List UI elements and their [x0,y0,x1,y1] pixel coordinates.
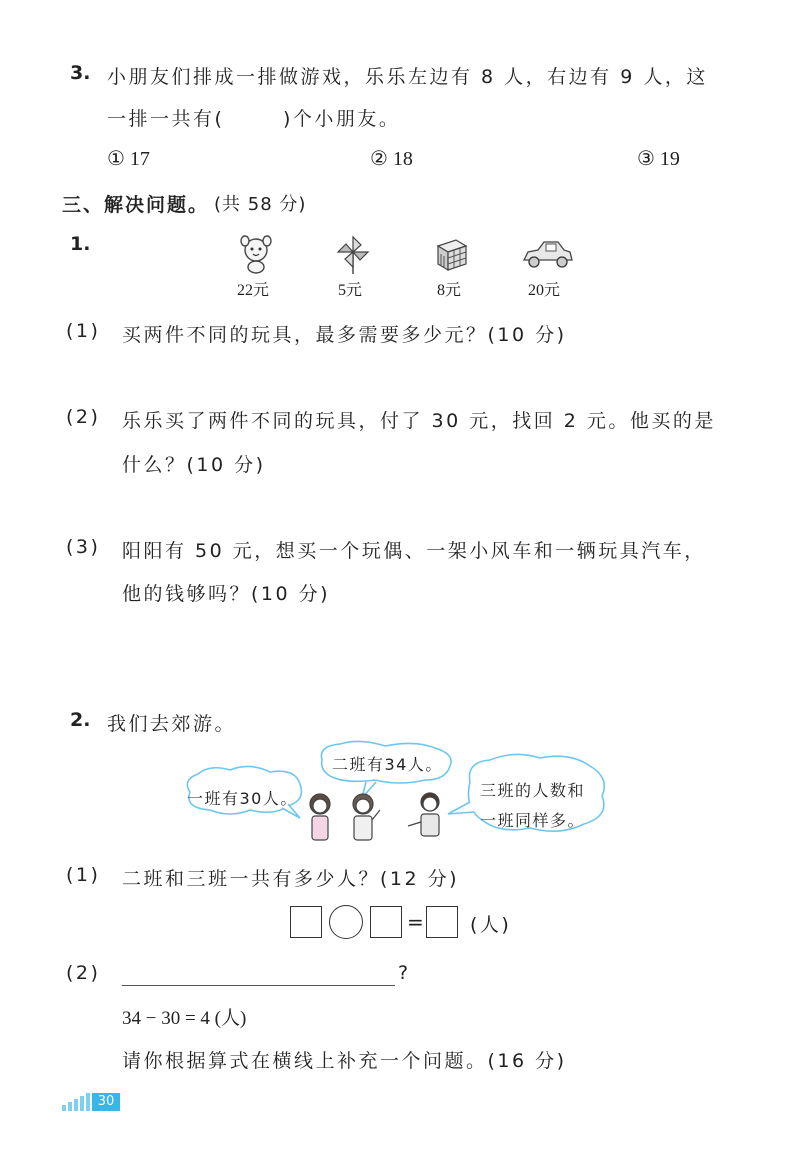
footer-bar-2 [68,1102,72,1111]
footer-bar-5 [86,1093,90,1111]
rubik-cube-icon [434,236,470,272]
q3-option-1: ① 17 [107,148,150,170]
page-number: 30 [92,1093,120,1111]
q3-number: 3. [70,62,91,84]
toy-car-icon [520,238,574,270]
p1-sub1-text: 买两件不同的玩具，最多需要多少元？(10 分) [122,324,567,346]
p1-number: 1. [70,233,91,255]
p2-sub1-text: 二班和三班一共有多少人？(12 分) [122,868,460,890]
unit-label: (人) [470,914,512,936]
footer-bar-3 [74,1099,78,1111]
p1-sub3-line1: 阳阳有 50 元，想买一个玩偶、一架小风车和一辆玩具汽车， [122,540,706,562]
operator-circle[interactable] [329,905,363,939]
price-doll: 22元 [237,282,270,299]
footer-bar-4 [80,1096,84,1111]
bubble-class1: 一班有30人。 [187,789,298,808]
bubble-class3-line2: 一班同样多。 [480,811,586,830]
answer-line[interactable] [122,985,395,986]
q3-option-3: ③ 19 [637,148,680,170]
p1-sub3-label: (3) [66,536,101,558]
children-illustration [300,790,450,846]
p2-sub1-label: (1) [66,864,101,886]
bubble-class2: 二班有34人。 [332,755,443,774]
price-pinwheel: 5元 [338,282,363,299]
p1-sub2-line1: 乐乐买了两件不同的玩具，付了 30 元，找回 2 元。他买的是 [122,410,716,432]
bubble-class3-line1: 三班的人数和 [480,781,586,800]
price-car: 20元 [528,282,561,299]
answer-box-2[interactable] [370,906,402,938]
q3-line2-b: )个小朋友。 [283,108,401,130]
p1-sub2-label: (2) [66,406,101,428]
section-score: (共 58 分) [214,194,307,215]
p2-number: 2. [70,709,91,731]
section-title: 三、解决问题。 [62,194,210,216]
q3-option-2: ② 18 [370,148,413,170]
q3-line1: 小朋友们排成一排做游戏，乐乐左边有 8 人，右边有 9 人，这 [107,66,708,88]
answer-box-1[interactable] [290,906,322,938]
p1-sub1-label: (1) [66,320,101,342]
footer-bar-1 [62,1105,66,1111]
q3-line2-a: 一排一共有( [107,108,225,130]
answer-box-3[interactable] [426,906,458,938]
p1-sub3-line2: 他的钱够吗？(10 分) [122,583,331,605]
pinwheel-icon [335,234,371,274]
p1-sub2-line2: 什么？(10 分) [122,454,266,476]
question-mark: ? [398,962,411,984]
equals-sign: = [407,910,424,934]
p2-title: 我们去郊游。 [107,713,237,735]
instruction: 请你根据算式在横线上补充一个问题。(16 分) [122,1050,567,1072]
doll-icon [236,234,276,274]
price-cube: 8元 [437,282,462,299]
formula: 34 − 30 = 4 (人) [122,1008,247,1029]
p2-sub2-label: (2) [66,962,101,984]
